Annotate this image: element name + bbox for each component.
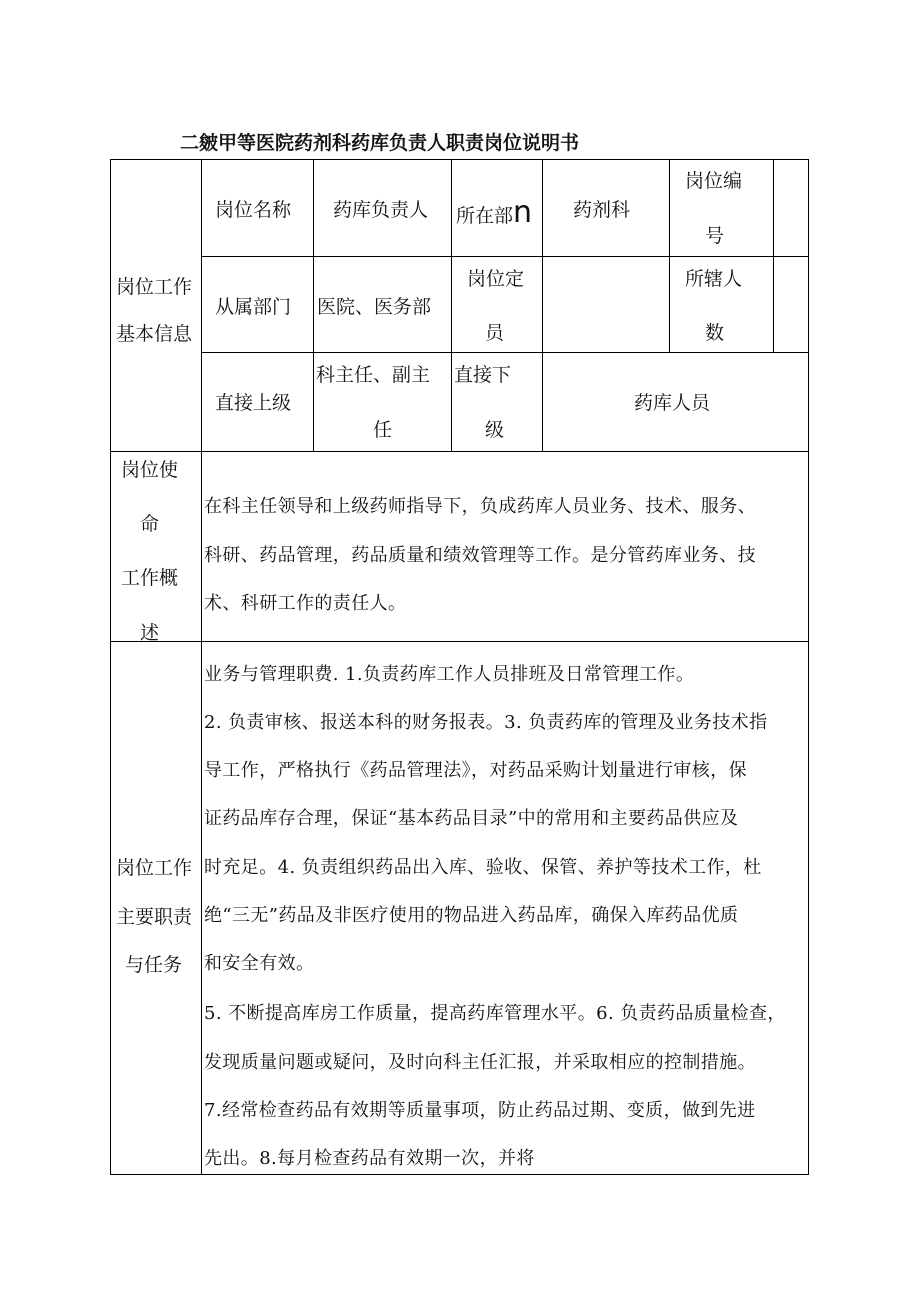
superior-label: 直接上级 [215, 392, 292, 414]
duties-label-line1: 岗位工作 [116, 857, 193, 879]
mission-line: 术、科研工作的责任人。 [204, 593, 407, 614]
mission-label-line4: 述 [140, 622, 160, 644]
duty-line: 发现质量问题或疑问，及时向科主任汇报，并采取相应的控制措施。 [204, 1052, 756, 1073]
post-number-label-line2: 号 [705, 225, 725, 247]
duty-line: 导工作，严格执行《药品管理法》，对药品采购计划量进行审核，保 [204, 760, 747, 781]
row-divider-4 [110, 641, 809, 642]
basic-info-label-line1: 岗位工作 [116, 276, 193, 298]
mission-label-line3: 工作概 [121, 567, 179, 589]
superior-value-line2: 任 [373, 419, 393, 441]
subordinate-value: 药库人员 [634, 392, 711, 414]
duty-line: 先出。8.每月检查药品有效期一次，并将 [204, 1148, 535, 1169]
row-divider-3 [110, 451, 809, 452]
table-border-left [110, 159, 111, 1175]
duty-line: 证药品库存合理，保证“基本药品目录”中的常用和主要药品供应及 [204, 808, 739, 829]
mission-label-line2: 命 [140, 513, 160, 535]
subordinate-label-line2: 级 [485, 419, 505, 441]
dept-value: 药剂科 [573, 199, 631, 221]
post-number-label-line1: 岗位编 [685, 170, 743, 192]
superior-value-line1: 科主任、副主 [316, 364, 431, 386]
post-name-label: 岗位名称 [215, 199, 292, 221]
duties-label-line3: 与任务 [125, 954, 183, 976]
mission-line: 科研、药品管理，药品质量和绩效管理等工作。是分管药库业务、技 [204, 545, 756, 566]
subordinates-count-label-line1: 所辖人 [685, 268, 743, 290]
duty-line: 7.经常检查药品有效期等质量事项，防止药品过期、变质，做到先进 [204, 1100, 756, 1121]
duty-line: 和安全有效。 [204, 953, 315, 974]
affiliated-dept-value: 医院、医务部 [317, 296, 432, 318]
subordinates-count-label-line2: 数 [705, 322, 725, 344]
staffing-label-line2: 员 [485, 322, 505, 344]
duty-line: 2. 负责审核、报送本科的财务报表。3. 负责药库的管理及业务技术指 [204, 712, 768, 733]
mission-line: 在科主任领导和上级药师指导下，负成药库人员业务、技术、服务、 [204, 496, 756, 517]
subordinate-label-line1: 直接下 [454, 364, 512, 386]
document-title: 二皴甲等医院药剂科药库负责人职责岗位说明书 [180, 132, 580, 154]
column-divider-label [201, 159, 202, 1175]
dept-label-glyph: n [513, 195, 533, 230]
mission-label-line1: 岗位使 [121, 459, 179, 481]
column-divider-6 [773, 159, 774, 352]
column-divider-2 [313, 159, 314, 452]
duty-line: 绝“三无”药品及非医疗使用的物品进入药品库，确保入库药品优质 [204, 905, 739, 926]
dept-label [456, 186, 532, 243]
table-border-right [808, 159, 809, 1175]
column-divider-3 [451, 159, 452, 452]
duty-line: 时充足。4. 负责组织药品出入库、验收、保管、养护等技术工作，杜 [204, 857, 762, 878]
staffing-label-line1: 岗位定 [467, 268, 525, 290]
column-divider-4 [542, 159, 543, 452]
duty-line: 5. 不断提高库房工作质量，提高药库管理水平。6. 负责药品质量检查， [204, 1003, 786, 1024]
affiliated-dept-label: 从属部门 [215, 296, 292, 318]
duty-line: 业务与管理职费. 1.负责药库工作人员排班及日常管理工作。 [204, 664, 695, 685]
post-name-value: 药库负责人 [333, 199, 429, 221]
dept-label-text: 所在部 [456, 205, 514, 227]
basic-info-label-line2: 基本信息 [116, 323, 193, 345]
column-divider-5 [669, 159, 670, 352]
duties-label-line2: 主要职责 [116, 906, 193, 928]
